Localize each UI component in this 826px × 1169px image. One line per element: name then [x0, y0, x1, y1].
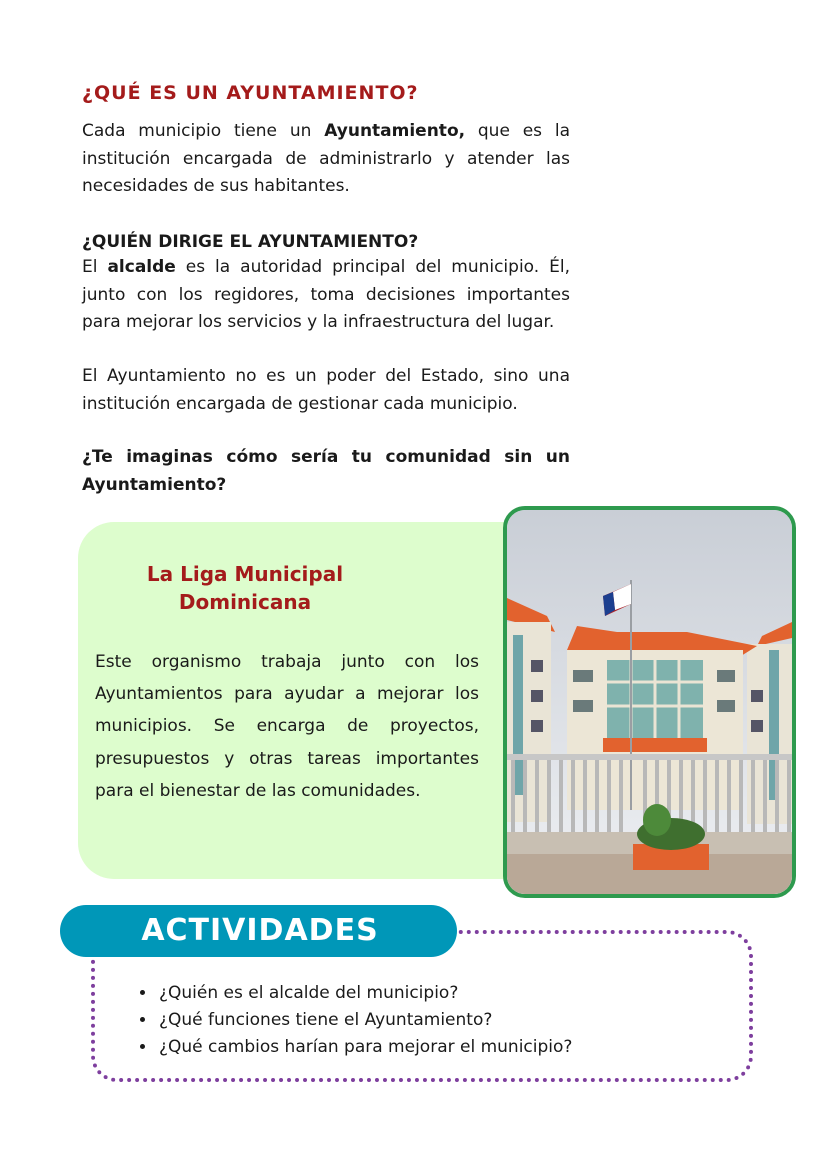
building-photo	[503, 506, 796, 898]
paragraph-ayuntamiento	[82, 118, 570, 201]
list-item: • ¿Qué funciones tiene el Ayuntamiento?	[157, 1007, 572, 1034]
list-item: • ¿Qué cambios harían para mejorar el municipio?	[157, 1034, 572, 1061]
page-title: ¿QUÉ ES UN AYUNTAMIENTO?	[82, 82, 419, 104]
text-span: El	[82, 257, 108, 277]
text-span: Cada municipio tiene un	[82, 121, 325, 141]
liga-description: Este organismo trabaja junto con los Ayuntamientos para ayudar a mejorar los municipios. Se encarga de proyectos, presupuestos y otras tareas importantes para el bienestar de las comunidades.	[95, 652, 479, 801]
question-comunidad: ¿Te imaginas cómo sería tu comunidad sin un Ayuntamiento?	[82, 447, 570, 495]
activities-list	[137, 980, 572, 1061]
bold-term-alcalde: alcalde	[107, 257, 176, 277]
liga-title	[110, 560, 380, 616]
building-illustration	[507, 510, 792, 894]
text-span: es la autoridad principal del municipio. Él, junto con los regidores, toma decisiones importantes para mejorar los servicios y la infraestructura del lugar.	[82, 257, 571, 332]
list-item: • ¿Quién es el alcalde del municipio?	[157, 980, 572, 1007]
liga-title-line2: Dominicana	[178, 590, 312, 614]
bold-term-ayuntamiento: Ayuntamiento,	[324, 121, 466, 141]
activities-title: ACTIVIDADES	[141, 913, 379, 948]
paragraph-poder-estado: El Ayuntamiento no es un poder del Estado, sino una institución encargada de gestionar cada municipio.	[82, 366, 570, 414]
liga-title-line1: La Liga Municipal	[146, 562, 344, 586]
section-heading-quien-dirige: ¿QUIÉN DIRIGE EL AYUNTAMIENTO?	[82, 232, 419, 252]
paragraph-alcalde	[82, 254, 570, 337]
text-span: que es la institución encargada de administrarlo y atender las necesidades de sus habitantes.	[82, 121, 570, 196]
